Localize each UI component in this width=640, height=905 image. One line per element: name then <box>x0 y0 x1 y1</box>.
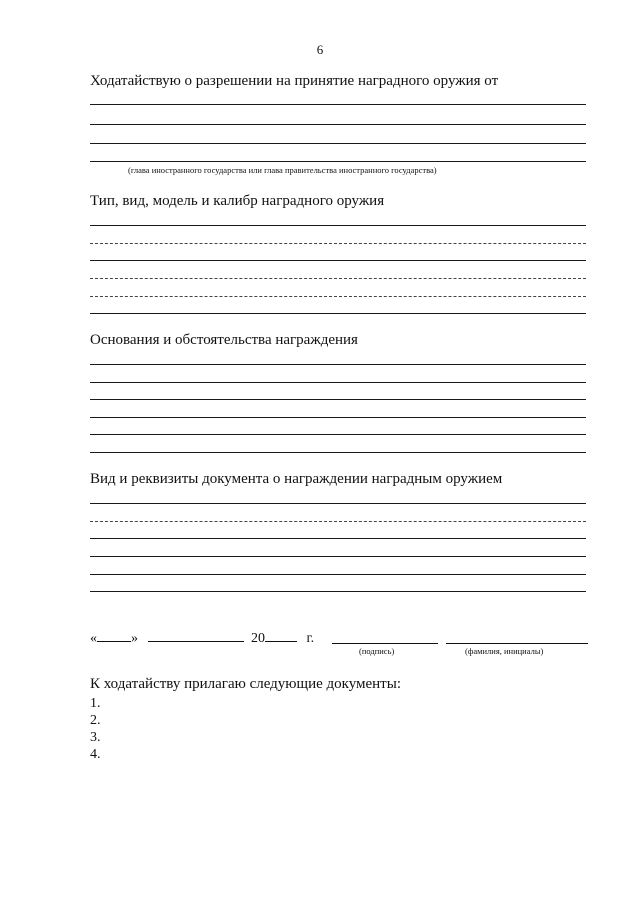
grounds-heading: Основания и обстоятельства награждения <box>90 332 358 348</box>
petition-heading: Ходатайствую о разрешении на принятие наградного оружия от <box>90 73 499 89</box>
grounds-line[interactable] <box>90 417 586 418</box>
document-heading: Вид и реквизиты документа о награждении наградным оружием <box>90 471 503 487</box>
name-line[interactable] <box>446 643 588 644</box>
grounds-line[interactable] <box>90 399 586 400</box>
year-suffix: г. <box>306 631 315 646</box>
grounds-line[interactable] <box>90 364 586 365</box>
weapon-line[interactable] <box>90 296 586 297</box>
weapon-line[interactable] <box>90 313 586 314</box>
month-field[interactable] <box>148 629 244 642</box>
weapon-heading: Тип, вид, модель и калибр наградного оружия <box>90 193 385 209</box>
document-line[interactable] <box>90 521 586 522</box>
weapon-line[interactable] <box>90 225 586 226</box>
weapon-line[interactable] <box>90 260 586 261</box>
attachment-item: 3. <box>90 730 101 745</box>
weapon-line[interactable] <box>90 278 586 279</box>
document-line[interactable] <box>90 591 586 592</box>
grounds-line[interactable] <box>90 382 586 383</box>
attachment-item: 1. <box>90 696 101 711</box>
grounds-line[interactable] <box>90 434 586 435</box>
document-line[interactable] <box>90 556 586 557</box>
day-field[interactable] <box>97 629 131 642</box>
document-line[interactable] <box>90 538 586 539</box>
name-caption: (фамилия, инициалы) <box>465 646 544 656</box>
close-quote: » <box>131 631 138 646</box>
signature-caption: (подпись) <box>359 646 395 656</box>
document-line[interactable] <box>90 503 586 504</box>
petition-line[interactable] <box>90 143 586 144</box>
date-row <box>90 629 314 647</box>
petition-line[interactable] <box>90 124 586 125</box>
year-field[interactable] <box>265 629 297 642</box>
petition-line[interactable] <box>90 104 586 105</box>
petition-line[interactable] <box>90 161 586 162</box>
page-number: 6 <box>316 42 324 57</box>
attachment-item: 2. <box>90 713 101 728</box>
year-prefix: 20 <box>251 631 265 646</box>
signature-line[interactable] <box>332 643 438 644</box>
document-line[interactable] <box>90 574 586 575</box>
weapon-line[interactable] <box>90 243 586 244</box>
petition-caption: (глава иностранного государства или глава правительства иностранного государства) <box>128 165 437 175</box>
grounds-line[interactable] <box>90 452 586 453</box>
open-quote: « <box>90 631 97 646</box>
attachment-item: 4. <box>90 747 101 762</box>
attachments-title: К ходатайству прилагаю следующие документы: <box>90 676 401 692</box>
